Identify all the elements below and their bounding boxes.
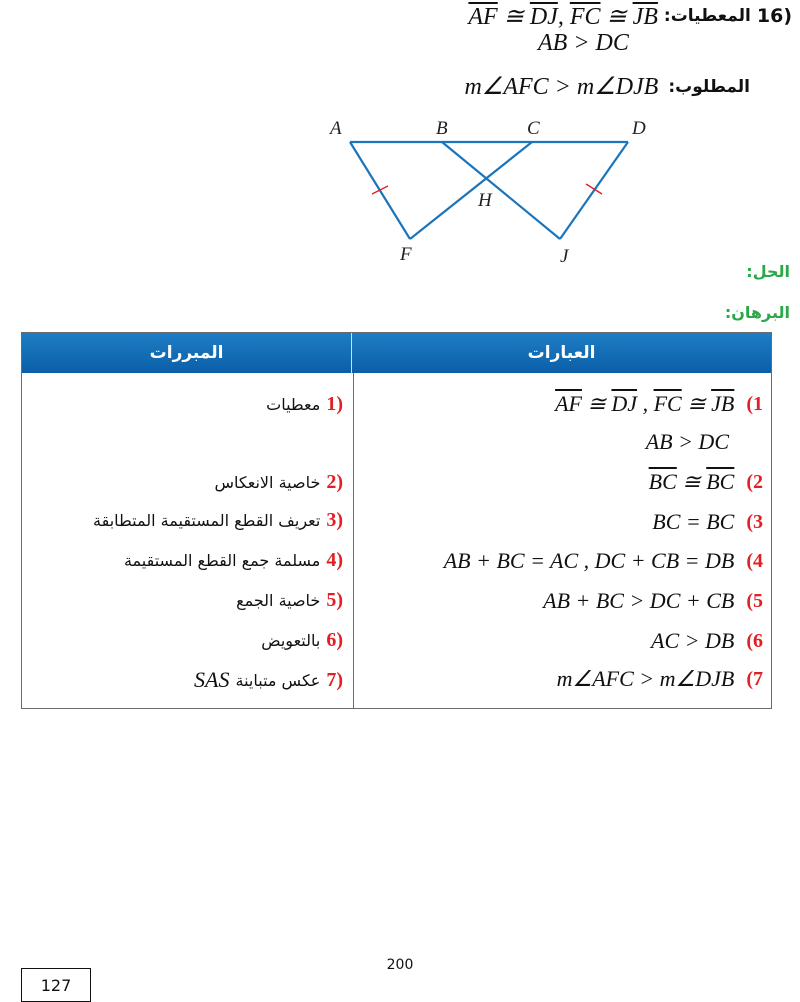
statement-row-3: BC = BC (3: [652, 509, 763, 534]
problem-number: 16): [756, 5, 792, 27]
statement-row-1-cont: AB > DC: [645, 429, 729, 454]
reason-row-6: بالتعويض 6): [261, 629, 343, 651]
point-label-H: H: [478, 190, 492, 211]
reasons-column-header: المبررات: [22, 333, 352, 373]
statement-row-6: AC > DB (6: [651, 628, 763, 653]
solution-label: الحل:: [746, 262, 790, 281]
statement-row-2: $\overline{BC}$ ≅ $\overline{BC}$ (2: [648, 469, 763, 494]
reason-row-5: خاصية الجمع 5): [236, 589, 343, 611]
required-line: [430, 72, 750, 101]
point-label-C: C: [527, 118, 540, 139]
point-label-B: B: [436, 118, 448, 139]
reason-row-4: مسلمة جمع القطع المستقيمة 4): [123, 549, 343, 571]
reason-row-1: معطيات 1): [266, 393, 343, 415]
statement-row-7: m∠AFC > m∠DJB (7: [556, 666, 763, 691]
given-label: المعطيات:: [663, 6, 751, 26]
statements-column-header: العبارات: [527, 343, 596, 363]
page-number: 200: [386, 957, 414, 973]
table-header: [22, 333, 771, 373]
reason-row-2: خاصية الانعكاس 2): [214, 471, 343, 493]
reason-row-3: تعريف القطع المستقيمة المتطابقة 3): [93, 509, 343, 531]
required-label: المطلوب:: [668, 76, 750, 97]
given-line-2: AB > DC: [538, 30, 629, 56]
statement-row-5: AB + BC > DC + CB (5: [543, 588, 763, 613]
proof-label: البرهان:: [724, 303, 790, 322]
segment-FC: [410, 142, 532, 239]
reason-row-7: SAS عكس متباينة 7): [194, 667, 343, 692]
point-label-F: F: [400, 244, 412, 265]
point-label-A: A: [330, 118, 342, 139]
statement-row-1: $\overline{AF}$ ≅ $\overline{DJ}$ , $\overline{FC}$ ≅ $\overline{JB}$ (1: [555, 391, 763, 416]
segment-JD: [560, 142, 628, 239]
page-box-number: 127: [21, 968, 91, 1002]
geometry-diagram: [320, 112, 670, 272]
given-line: [468, 0, 792, 32]
point-label-D: D: [632, 118, 646, 139]
column-divider: [353, 373, 354, 709]
point-label-J: J: [560, 246, 569, 267]
proof-table: [21, 332, 772, 709]
given-statement: $\overline{AF}$ ≅ $\overline{DJ}$, $\overline{FC}$ ≅ $\overline{JB}$: [468, 3, 658, 30]
required-statement: m∠AFC > m∠DJB: [464, 74, 659, 100]
statement-row-4: AB + BC = AC , DC + CB = DB (4: [443, 548, 763, 573]
segment-BJ: [442, 142, 560, 239]
